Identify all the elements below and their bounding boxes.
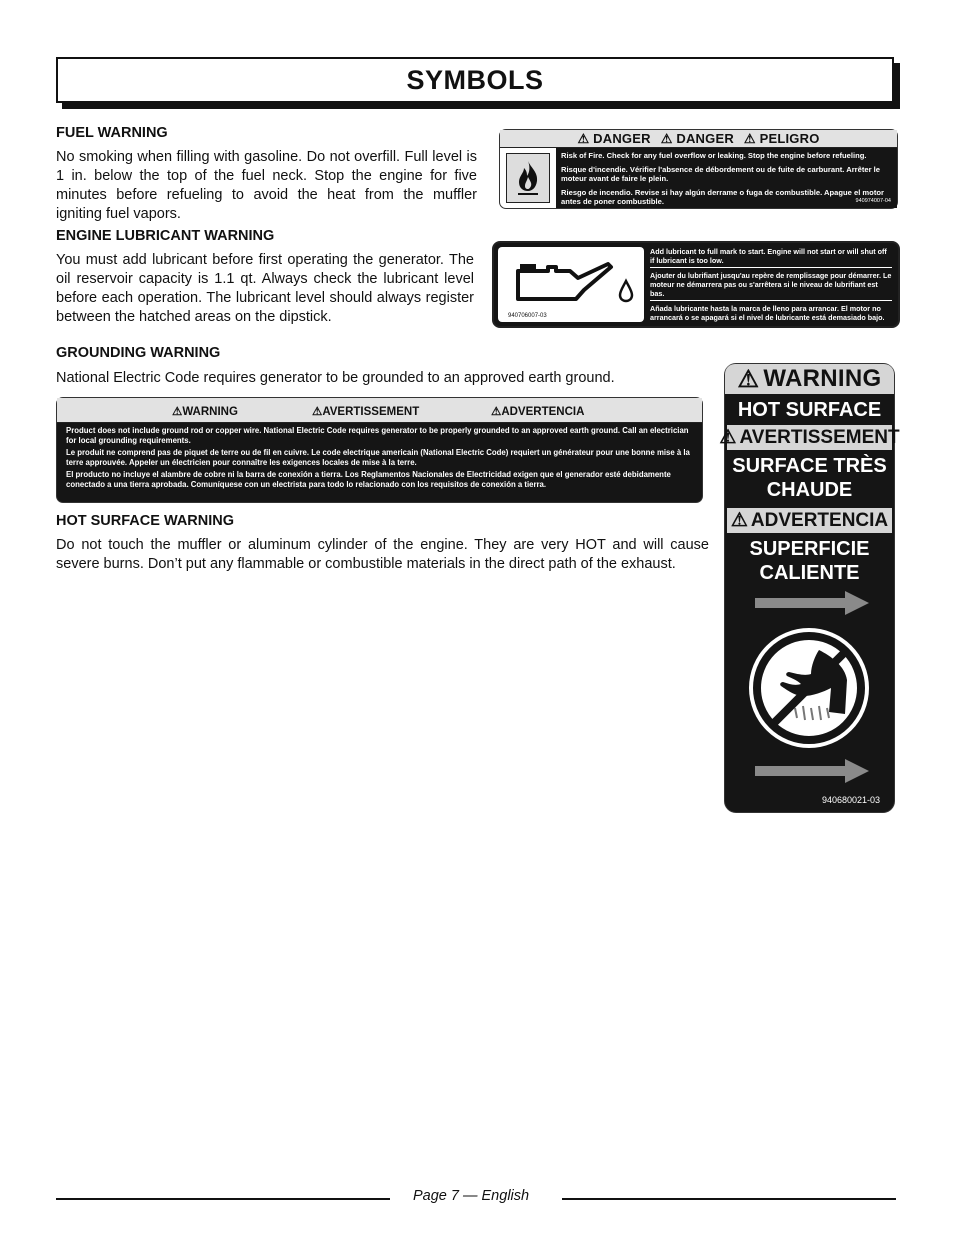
hot-surface-es-1: SUPERFICIE <box>749 538 870 560</box>
ground-text-es: El producto no incluye el alambre de cobre ni la barra de conexión a tierra. Los Reglamentos Nacionales de Electricidad exigen que el generador esté debidamente conectado a una tierra aprobada. Comuníquese con un electrista para todo lo relacionado con los requisitos de conexión a tierra. <box>66 470 671 489</box>
danger-header-1: ⚠ DANGER <box>577 130 651 146</box>
label-code: 940706007-03 <box>508 313 547 319</box>
warning-triangle-icon: ⚠ <box>577 130 590 146</box>
oil-can-icon <box>498 247 644 322</box>
warning-triangle-icon: ⚠ <box>719 427 737 448</box>
danger-text-en: Risk of Fire. Check for any fuel overflow or leaking. Stop the engine before refueling. <box>561 151 867 160</box>
hot-surface-fr-2: CHAUDE <box>766 479 853 501</box>
hot-surface-label <box>719 363 900 813</box>
ground-text-en: Product does not include ground rod or copper wire. National Electric Code requires generator to be properly grounded to an approved earth ground. Call an electrician for local grounding requirements. <box>66 426 689 445</box>
warning-triangle-icon: ⚠ <box>660 130 673 146</box>
page-title: SYMBOLS <box>406 64 544 95</box>
danger-label-header <box>500 130 897 148</box>
engine-warning-text: You must add lubricant before first operating the generator. The oil reservoir capacity is 1.1 qt. Always check the lubricant level before each operation. The lubricant level should always register between the hatched areas on the dipstick. <box>56 252 474 325</box>
danger-header-3: ⚠ PELIGRO <box>743 130 820 146</box>
danger-text-fr: Risque d'incendie. Vérifier l'absence de débordement ou de fuite de carburant. Arrêter le moteur avant de faire le plein. <box>561 164 880 183</box>
oil-text-es: Añada lubricante hasta la marca de lleno para arrancar. El motor no arrancará o se apagará si el nivel de lubricante está demasiado bajo. <box>650 304 885 322</box>
hot-warning-header: ⚠ WARNING <box>725 364 894 394</box>
title-box <box>56 57 894 103</box>
warning-triangle-icon: ⚠ <box>730 510 748 531</box>
hot-surface-es-2: CALIENTE <box>759 562 860 584</box>
grounding-warning-heading: GROUNDING WARNING <box>56 345 221 361</box>
warning-triangle-icon: ⚠ <box>737 365 760 393</box>
fuel-danger-label <box>499 129 898 209</box>
warning-triangle-icon: ⚠ <box>172 406 183 418</box>
ground-header-fr: ⚠AVERTISSEMENT <box>312 406 420 418</box>
no-touch-hand-icon <box>747 626 871 750</box>
arrow-right-icon <box>753 590 871 616</box>
label-code: 940974007-04 <box>855 197 891 204</box>
ground-header-es: ⚠ADVERTENCIA <box>491 406 585 418</box>
danger-header-2: ⚠ DANGER <box>660 130 734 146</box>
footer-page-label: Page 7 — English <box>413 1188 530 1204</box>
fire-icon <box>506 153 550 203</box>
grounding-label <box>56 397 703 503</box>
grounding-label-header <box>57 398 702 423</box>
advertencia-header: ⚠ ADVERTENCIA <box>727 508 892 533</box>
oil-text-en: Add lubricant to full mark to start. Engine will not start or will shut off if lubricant is too low. <box>650 247 892 268</box>
warning-triangle-icon: ⚠ <box>491 406 502 418</box>
hot-surface-text: Do not touch the muffler or aluminum cylinder of the engine. They are very HOT and will cause severe burns. Don’t put any flammable or combustible materials in the direct path of the exhaust. <box>56 537 709 572</box>
fuel-warning-heading: FUEL WARNING <box>56 125 168 141</box>
grounding-warning-text: National Electric Code requires generator to be grounded to an approved earth ground. <box>56 370 615 386</box>
arrow-right-icon <box>753 758 871 784</box>
engine-warning-heading: ENGINE LUBRICANT WARNING <box>56 228 275 244</box>
oil-text-fr: Ajouter du lubrifiant jusqu'au repère de remplissage pour démarrer. Le moteur ne démarrera pas ou s'arrêtera si le niveau de lubrifiant est bas. <box>650 271 892 301</box>
hot-surface-en: HOT SURFACE <box>737 399 882 421</box>
hot-surface-fr-1: SURFACE TRÈS <box>732 455 887 477</box>
ground-text-fr: Le produit ne comprend pas de piquet de terre ou de fil en cuivre. Le code electrique americain (National Electric Code) requiert un générateur pour une bonne mise à la terre approuvée. Appeler un électricien pour connaître les exigences locales de mise à la terre. <box>66 448 690 467</box>
warning-triangle-icon: ⚠ <box>312 406 323 418</box>
warning-triangle-icon: ⚠ <box>743 130 756 146</box>
avertissement-header: ⚠ AVERTISSEMENT <box>719 426 900 448</box>
hot-surface-heading: HOT SURFACE WARNING <box>56 513 235 529</box>
footer-rule-right <box>562 1198 896 1200</box>
oil-label <box>492 241 900 328</box>
label-code: 940680021-03 <box>821 795 880 805</box>
footer-rule-left <box>56 1198 390 1200</box>
ground-header-en: ⚠WARNING <box>172 406 238 418</box>
fuel-warning-text: No smoking when filling with gasoline. Do not overfill. Full level is 1 in. below the top of the fuel neck. Stop the engine for five minutes before refueling to avoid the heat from the muffler igniting fuel vapors. <box>56 149 477 222</box>
danger-text-es: Riesgo de incendio. Revise si hay algún derrame o fuga de combustible. Apague el motor antes de poner combustible. <box>561 187 884 206</box>
